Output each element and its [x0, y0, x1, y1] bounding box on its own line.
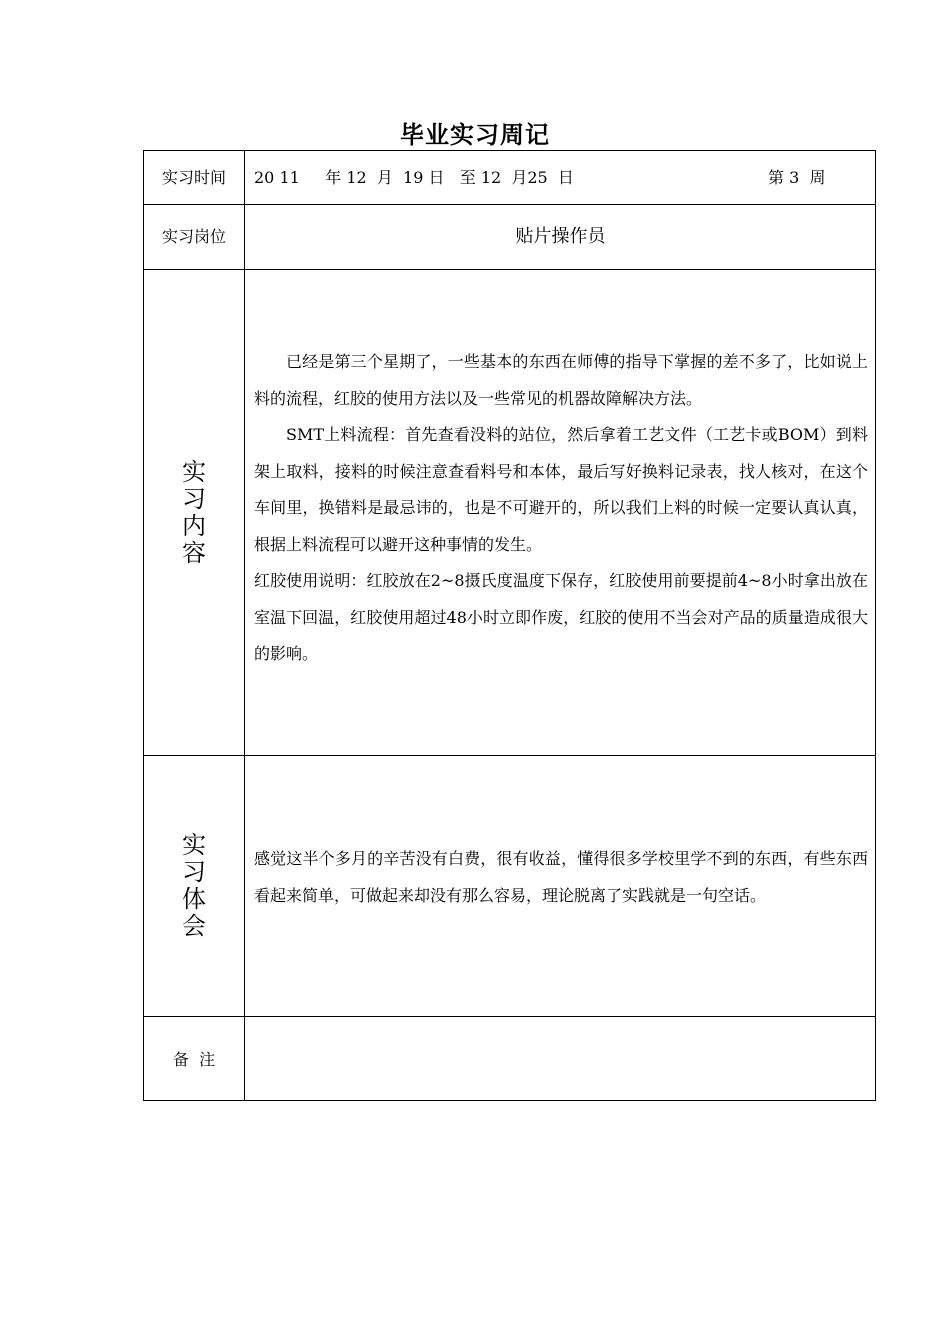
row-divider — [144, 269, 875, 270]
row-divider — [144, 1016, 875, 1017]
column-divider — [244, 151, 245, 1100]
week-number: 第 3 周 — [768, 168, 826, 187]
row-divider — [144, 204, 875, 205]
experience-label: 实习体会 — [182, 831, 206, 940]
remarks-label: 备 注 — [172, 1050, 216, 1069]
content-paragraph: SMT上料流程：首先查看没料的站位，然后拿着工艺文件（工艺卡或BOM）到料架上取料，接料的时候注意查看料号和本体，最后写好换料记录表，找人核对，在这个车间里，换错料是最忌讳的，也是不可避开的，所以我们上料的时候一定要认真认真，根据上料流程可以避开这种事情的发生。 — [254, 425, 868, 554]
experience-paragraph: 感觉这半个多月的辛苦没有白费，很有收益，懂得很多学校里学不到的东西，有些东西看起来简单，可做起来却没有那么容易，理论脱离了实践就是一句空话。 — [254, 849, 868, 905]
page-title: 毕业实习周记 — [400, 121, 550, 149]
content-text — [254, 344, 868, 673]
content-paragraph: 红胶使用说明：红胶放在2~8摄氏度温度下保存，红胶使用前要提前4~8小时拿出放在室温下回温，红胶使用超过48小时立即作废，红胶的使用不当会对产品的质量造成很大的影响。 — [254, 571, 868, 663]
time-value: 20 11 年 12 月 19 日 至 12 月25 日 — [254, 168, 574, 187]
content-paragraph: 已经是第三个星期了，一些基本的东西在师傅的指导下掌握的差不多了，比如说上料的流程，红胶的使用方法以及一些常见的机器故障解决方法。 — [254, 352, 868, 408]
weekly-log-table — [143, 150, 876, 1101]
content-label-cell — [144, 270, 244, 755]
post-value: 贴片操作员 — [515, 226, 606, 247]
content-label: 实习内容 — [182, 457, 206, 567]
experience-label-cell — [144, 756, 244, 1016]
experience-text — [254, 841, 868, 914]
post-label: 实习岗位 — [161, 227, 226, 246]
time-label: 实习时间 — [161, 168, 226, 187]
row-divider — [144, 755, 875, 756]
